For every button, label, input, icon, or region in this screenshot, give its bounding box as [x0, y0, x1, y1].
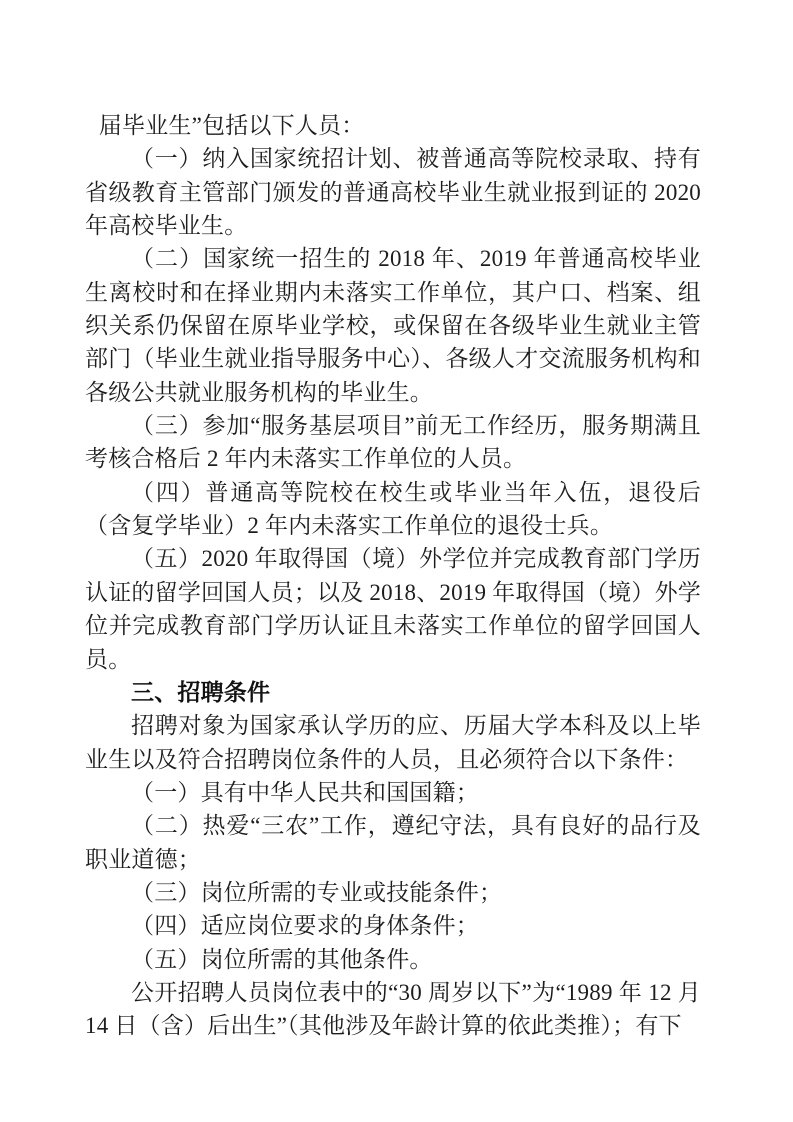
paragraph: （五）2020 年取得国（境）外学位并完成教育部门学历认证的留学回国人员；以及 2018、2019 年取得国（境）外学位并完成教育部门学历认证且未落实工作单位的留学回国人员。	[85, 546, 701, 672]
paragraph: （一）纳入国家统招计划、被普通高等院校录取、持有省级教育主管部门颁发的普通高校毕业生就业报到证的 2020 年高校毕业生。	[85, 146, 701, 239]
paragraph: （二）热爱“三农”工作，遵纪守法，具有良好的品行及职业道德；	[85, 813, 701, 872]
paragraph: （一）具有中华人民共和国国籍；	[131, 779, 479, 805]
paragraph: （五）岗位所需的其他条件。	[131, 946, 433, 972]
paragraph: （三）参加“服务基层项目”前无工作经历，服务期满且考核合格后 2 年内未落实工作单位的人员。	[85, 413, 701, 472]
document-body	[85, 109, 701, 1043]
paragraph: 招聘对象为国家承认学历的应、历届大学本科及以上毕业生以及符合招聘岗位条件的人员，且必须符合以下条件：	[85, 713, 701, 772]
paragraph: （四）适应岗位要求的身体条件；	[131, 913, 479, 939]
paragraph: （三）岗位所需的专业或技能条件；	[131, 879, 503, 905]
paragraph: （二）国家统一招生的 2018 年、2019 年普通高校毕业生离校时和在择业期内未落实工作单位，其户口、档案、组织关系仍保留在原毕业学校，或保留在各级毕业生就业主管部门（毕业生就业指导服务中心）、各级人才交流服务机构和各级公共就业服务机构的毕业生。	[85, 246, 701, 405]
paragraph: 届毕业生”包括以下人员：	[98, 113, 365, 138]
section-heading: 三、招聘条件	[131, 678, 271, 705]
paragraph: （四）普通高等院校在校生或毕业当年入伍，退役后（含复学毕业）2 年内未落实工作单位的退役士兵。	[85, 479, 701, 539]
paragraph: 公开招聘人员岗位表中的“30 周岁以下”为“1989 年 12 月 14 日（含）后出生”（其他涉及年龄计算的依此类推）；有下	[85, 979, 701, 1039]
